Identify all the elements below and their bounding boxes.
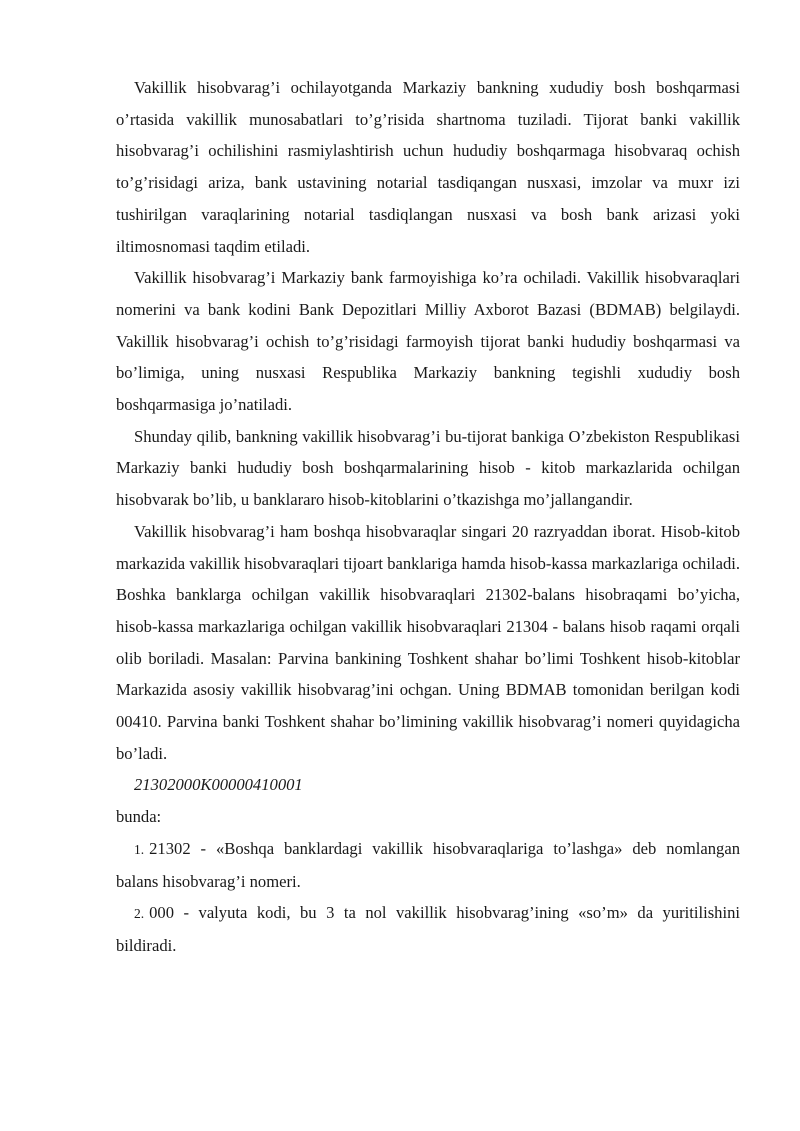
list-item-1 [116, 833, 740, 897]
list-text-2: 000 - valyuta kodi, bu 3 ta nol vakillik hisobvarag’ining «so’m» da yuritilishini bildiradi. [116, 903, 740, 955]
document-page [116, 72, 740, 962]
list-number-1: 1. [134, 841, 145, 857]
paragraph-4: Vakillik hisobvarag’i ham boshqa hisobvaraqlar singari 20 razryaddan iborat. Hisob-kitob markazida vakillik hisobvaraqlari tijoart banklariga hamda hisob-kassa markazlariga ochiladi. Boshka banklarga ochilgan vakillik hisobvaraqlari 21302-balans hisobraqami bo’yicha, hisob-kassa markazlariga ochilgan vakillik hisobvaraqlari 21304 - balans hisob raqami orqali olib boriladi. Masalan: Parvina bankining Toshkent shahar bo’limi Toshkent hisob-kitoblar Markazida asosiy vakillik hisobvarag’ini ochgan. Uning BDMAB tomonidan berilgan kodi 00410. Parvina banki Toshkent shahar bo’limining vakillik hisobvarag’i nomeri quyidagicha bo’ladi. [116, 521, 740, 763]
paragraph-2: Vakillik hisobvarag’i Markaziy bank farmoyishiga ko’ra ochiladi. Vakillik hisobvaraqlari nomerini va bank kodini Bank Depozitlari Milliy Axborot Bazasi (BDMAB) belgilaydi. Vakillik hisobvarag’i ochish to’g’risidagi farmoyish tijorat banki hududiy boshqarmasi va bo’limiga, uning nusxasi Respublika Markaziy bankning tegishli xududiy bosh boshqarmasiga jo’natiladi. [116, 268, 740, 415]
bunda-label: bunda: [116, 807, 162, 827]
paragraph-3: Shunday qilib, bankning vakillik hisobvarag’i bu-tijorat bankiga O’zbekiston Respublikasi Markaziy banki hududiy bosh boshqarmalarining hisob - kitob markazlarida ochilgan hisobvarak bo’lib, u banklararo hisob-kitoblarini o’tkazishga mo’jallangandir. [116, 426, 740, 510]
list-text-1: 21302 - «Boshqa banklardagi vakillik hisobvaraqlariga to’lashga» deb nomlangan balans hisobvarag’i nomeri. [116, 838, 740, 891]
list-item-2 [116, 897, 740, 961]
account-code: 21302000K00000410001 [134, 775, 303, 795]
paragraph-1: Vakillik hisobvarag’i ochilayotganda Markaziy bankning xududiy bosh boshqarmasi o’rtasida vakillik munosabatlari to’g’risida shartnoma tuziladi. Tijorat banki vakillik hisobvarag’i ochilishini rasmiylashtirish uchun hududiy boshqarmaga hisobvaraq ochish to’g’risidagi ariza, bank ustavining notarial tasdiqangan nusxasi, imzolar va muxr izi tushirilgan varaqlarining notarial tasdiqlangan nusxasi va bosh bank arizasi yoki iltimosnomasi taqdim etiladi. [116, 78, 740, 256]
list-number-2: 2. [134, 906, 145, 922]
